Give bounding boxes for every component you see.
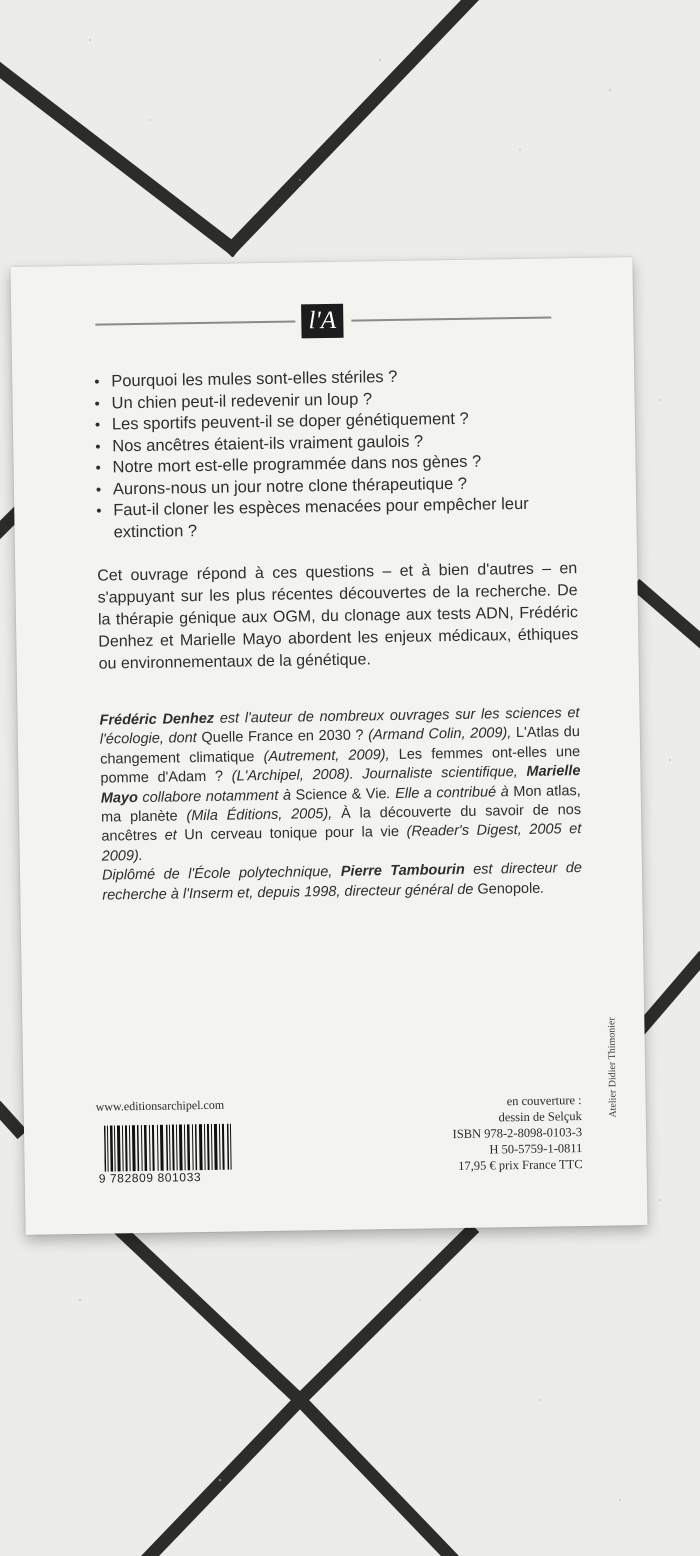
barcode-number: 9 782809 801033 [97,1169,249,1185]
bio-paragraph-authors: Frédéric Denhez est l'auteur de nombreux ouvrages sur les sciences et l'écologie, dont Quelle France en 2030 ? (Armand Colin, 2009), L'Atlas du changement climatique (Autrement, 2009), Les femmes ont-elles une pomme d'Adam ? (L'Archipel, 2008). Journaliste scientifique, Marielle Mayo collabore notamment à Science & Vie. Elle a contribué à Mon atlas, ma planète (Mila Éditions, 2005), À la découverte du savoir de nos ancêtres et Un cerveau tonique pour la vie (Reader's Digest, 2005 et 2009). [99,705,582,865]
cover-credit-artist: dessin de Selçuk [498,1109,582,1125]
authors-bio [99,704,582,906]
question-item: • Nos ancêtres étaient-ils vraiment gaulois ? [95,431,424,456]
header-rule-right [351,316,551,321]
book-back-cover [10,257,647,1235]
h-code: H 50-5759-1-0811 [489,1141,583,1157]
question-item: • Notre mort est-elle programmée dans nos gènes ? [95,452,482,477]
price: 17,95 € prix France TTC [458,1157,583,1174]
question-item: • Aurons-nous un jour notre clone thérapeutique ? [95,474,468,499]
question-item: • Pourquoi les mules sont-elles stériles ? [94,367,398,391]
isbn: ISBN 978-2-8098-0103-3 [452,1125,583,1142]
publisher-website: www.editionsarchipel.com [95,1097,225,1114]
header-rule-left [95,320,295,325]
intro-paragraph: Cet ouvrage répond à ces questions – et à bien d'autres – en s'appuyant sur les plus récentes découvertes de la recherche. De la thérapie génique aux OGM, du clonage aux tests ADN, Frédéric Denhez et Marielle Mayo abordent les enjeux médicaux, éthiques ou environnementaux de la génétique. [97,560,579,673]
question-item: • Les sportifs peuvent-il se doper génétiquement ? [94,409,469,434]
book-credits [361,1092,582,1175]
cover-credit-label: en couverture : [506,1093,582,1109]
bio-paragraph-preface: Diplômé de l'École polytechnique, Pierre Tambourin est directeur de recherche à l'Inserm et, depuis 1998, directeur général de Genopole. [101,860,583,904]
designer-credit: Atelier Didier Thimonier [606,1017,619,1118]
publisher-logo: l'A [301,304,344,339]
question-list [94,364,577,544]
question-item: • Un chien peut-il redevenir un loup ? [94,389,373,413]
question-item: • Faut-il cloner les espèces menacées pour empêcher leur extinction ? [96,494,529,541]
